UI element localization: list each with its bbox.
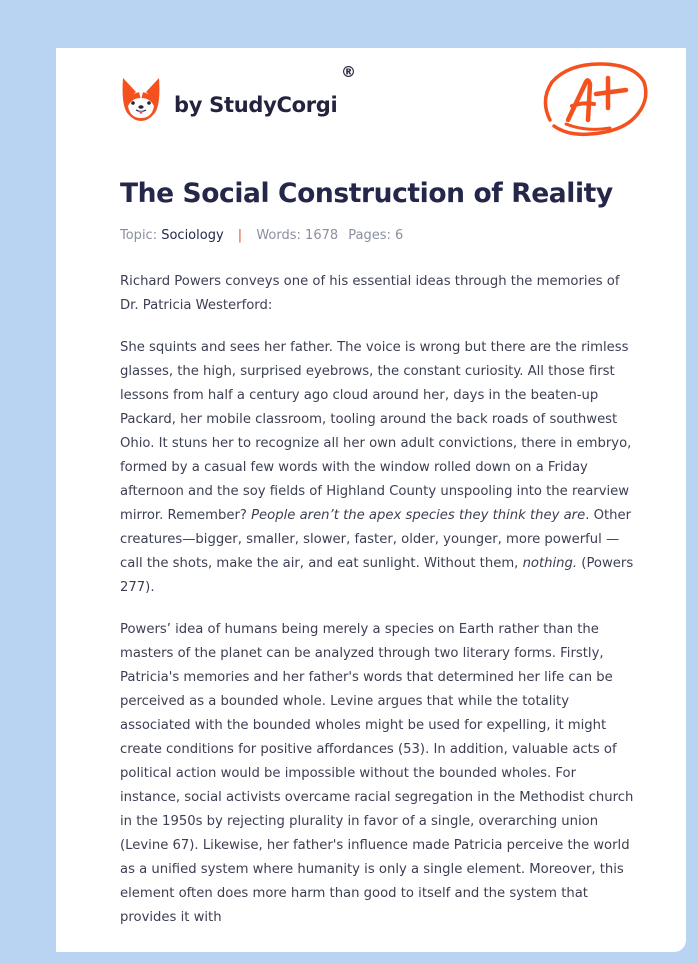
paragraph-text: Richard Powers conveys one of his essential ideas through the memories of Dr. Patricia Westerford: <box>120 274 620 313</box>
citation-text: (Powers 277). <box>120 556 634 595</box>
pages-label: Pages: <box>348 228 391 243</box>
meta-separator: | <box>237 228 243 243</box>
words-count: 1678 <box>305 228 339 243</box>
topic-link[interactable]: Sociology <box>161 228 224 243</box>
topic-label: Topic: <box>120 228 158 243</box>
corgi-icon <box>120 76 162 122</box>
quote-italic-text: nothing. <box>522 556 578 571</box>
paragraph-text: Powers’ idea of humans being merely a species on Earth rather than the masters of the planet can be analyzed through two literary forms. Firstly, Patricia's memories and her father's words that determined her life can be perceived as a bounded whole. Levine argues that while the totality associated with the bounded wholes might be used for expelling, it might create conditions for positive affordances (53). In addition, valuable acts of political action would be impossible without the bounded wholes. For instance, social activists overcame racial segregation in the Methodist church in the 1950s by rejecting plurality in favor of a single, overarching union (Levine 67). Likewise, her father's influence made Patricia perceive the world as a unified system where humanity is only a single element. Moreover, this element often does more harm than good to itself and the system that provides it with <box>120 622 634 925</box>
paragraph <box>120 270 635 318</box>
logo-text: by StudyCorgi <box>174 93 338 117</box>
words-label: Words: <box>256 228 301 243</box>
quote-text: . Other creatures—bigger, smaller, slower, faster, older, younger, more powerful — call the shots, make the air, and eat sunlight. Without them, <box>120 508 632 571</box>
a-plus-grade-icon <box>538 58 650 140</box>
studycorgi-logo[interactable] <box>120 74 337 124</box>
header <box>56 48 686 158</box>
document-body <box>120 270 635 948</box>
pages-count: 6 <box>395 228 404 243</box>
paragraph <box>120 618 635 930</box>
registered-mark: ® <box>341 63 356 81</box>
quote-text: She squints and sees her father. The voice is wrong but there are the rimless glasses, the high, surprised eyebrows, the constant curiosity. All those first lessons from half a century ago cloud around her, days in the beaten-up Packard, her mobile classroom, tooling around the back roads of southwest Ohio. It stuns her to recognize all her own adult convictions, there in embryo, formed by a casual few words with the window rolled down on a Friday afternoon and the soy fields of Highland County unspooling into the rearview mirror. Remember? <box>120 340 632 523</box>
quote-italic-text: People aren’t the apex species they think they are <box>251 508 586 523</box>
document-card <box>56 48 686 952</box>
document-title: The Social Construction of Reality <box>120 178 613 209</box>
block-quote <box>120 336 635 600</box>
document-meta <box>120 228 403 243</box>
